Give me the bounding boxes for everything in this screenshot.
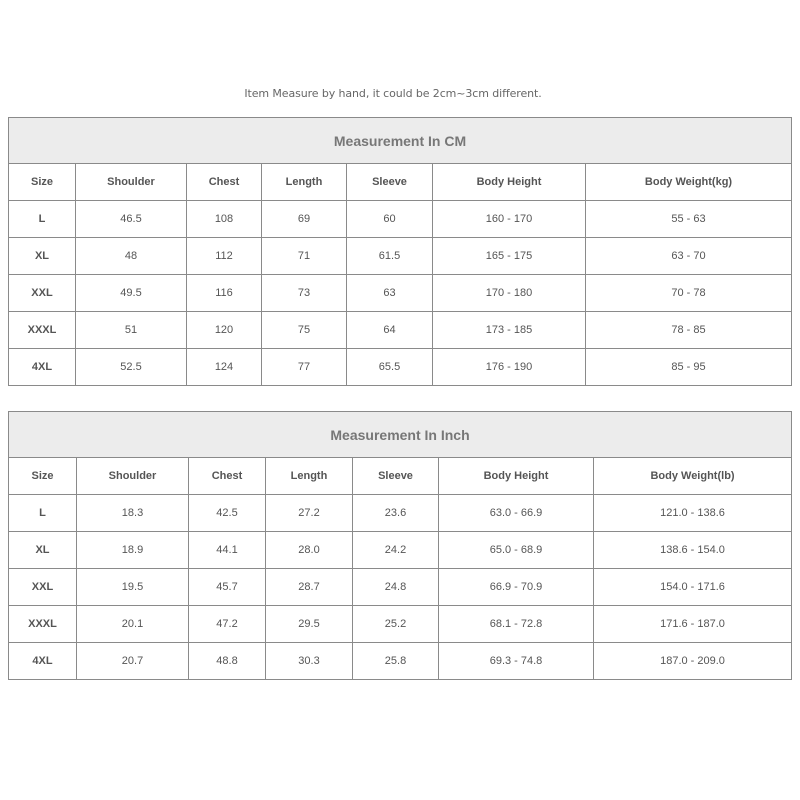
size-cell: XXL xyxy=(9,275,76,312)
table-cell: 66.9 - 70.9 xyxy=(439,569,594,606)
table-cell: 19.5 xyxy=(77,569,189,606)
table-row xyxy=(9,606,792,643)
table-cell: 48.8 xyxy=(189,643,266,680)
table-row xyxy=(9,495,792,532)
table-cell: 60 xyxy=(347,201,433,238)
size-cell: XXXL xyxy=(9,606,77,643)
column-header: Length xyxy=(262,164,347,201)
size-table-cm xyxy=(8,117,792,386)
header-row xyxy=(9,458,792,495)
table-cell: 65.0 - 68.9 xyxy=(439,532,594,569)
size-cell: XXL xyxy=(9,569,77,606)
column-header: Body Height xyxy=(439,458,594,495)
table-row xyxy=(9,532,792,569)
column-header: Shoulder xyxy=(77,458,189,495)
table-cell: 24.2 xyxy=(353,532,439,569)
table-cell: 20.1 xyxy=(77,606,189,643)
table-cell: 69.3 - 74.8 xyxy=(439,643,594,680)
measurement-note: Item Measure by hand, it could be 2cm~3cm different. xyxy=(244,87,542,100)
table-cell: 160 - 170 xyxy=(433,201,586,238)
size-cell: XL xyxy=(9,238,76,275)
table-title: Measurement In Inch xyxy=(9,412,792,458)
column-header: Chest xyxy=(187,164,262,201)
table-cell: 42.5 xyxy=(189,495,266,532)
table-cell: 25.2 xyxy=(353,606,439,643)
table-row xyxy=(9,201,792,238)
size-cell: XL xyxy=(9,532,77,569)
table-cell: 64 xyxy=(347,312,433,349)
table-cell: 52.5 xyxy=(76,349,187,386)
table-cell: 138.6 - 154.0 xyxy=(594,532,792,569)
table-cell: 70 - 78 xyxy=(586,275,792,312)
table-cell: 170 - 180 xyxy=(433,275,586,312)
table-cell: 68.1 - 72.8 xyxy=(439,606,594,643)
table-cell: 48 xyxy=(76,238,187,275)
column-header: Sleeve xyxy=(347,164,433,201)
table-cell: 71 xyxy=(262,238,347,275)
table-cell: 61.5 xyxy=(347,238,433,275)
table-row xyxy=(9,275,792,312)
size-cell: L xyxy=(9,495,77,532)
header-row xyxy=(9,164,792,201)
table-row xyxy=(9,643,792,680)
table-cell: 45.7 xyxy=(189,569,266,606)
column-header: Body Height xyxy=(433,164,586,201)
table-cell: 176 - 190 xyxy=(433,349,586,386)
table-cell: 27.2 xyxy=(266,495,353,532)
table-cell: 30.3 xyxy=(266,643,353,680)
table-cell: 63 xyxy=(347,275,433,312)
table-cell: 73 xyxy=(262,275,347,312)
table-cell: 187.0 - 209.0 xyxy=(594,643,792,680)
table-cell: 28.0 xyxy=(266,532,353,569)
column-header: Length xyxy=(266,458,353,495)
table-cell: 63.0 - 66.9 xyxy=(439,495,594,532)
column-header: Sleeve xyxy=(353,458,439,495)
table-cell: 23.6 xyxy=(353,495,439,532)
column-header: Body Weight(lb) xyxy=(594,458,792,495)
size-cell: L xyxy=(9,201,76,238)
table-cell: 121.0 - 138.6 xyxy=(594,495,792,532)
size-cell: XXXL xyxy=(9,312,76,349)
table-cell: 165 - 175 xyxy=(433,238,586,275)
table-row xyxy=(9,569,792,606)
table-cell: 154.0 - 171.6 xyxy=(594,569,792,606)
table-cell: 18.3 xyxy=(77,495,189,532)
size-cell: 4XL xyxy=(9,643,77,680)
column-header: Shoulder xyxy=(76,164,187,201)
size-cell: 4XL xyxy=(9,349,76,386)
table-cell: 29.5 xyxy=(266,606,353,643)
table-cell: 78 - 85 xyxy=(586,312,792,349)
column-header: Size xyxy=(9,458,77,495)
column-header: Body Weight(kg) xyxy=(586,164,792,201)
table-row xyxy=(9,312,792,349)
table-cell: 46.5 xyxy=(76,201,187,238)
table-cell: 49.5 xyxy=(76,275,187,312)
table-cell: 55 - 63 xyxy=(586,201,792,238)
table-cell: 25.8 xyxy=(353,643,439,680)
table-cell: 112 xyxy=(187,238,262,275)
table-cell: 116 xyxy=(187,275,262,312)
table-row xyxy=(9,349,792,386)
table-cell: 69 xyxy=(262,201,347,238)
table-cell: 47.2 xyxy=(189,606,266,643)
table-row xyxy=(9,238,792,275)
table-cell: 171.6 - 187.0 xyxy=(594,606,792,643)
column-header: Chest xyxy=(189,458,266,495)
table-cell: 20.7 xyxy=(77,643,189,680)
table-cell: 28.7 xyxy=(266,569,353,606)
table-cell: 63 - 70 xyxy=(586,238,792,275)
table-cell: 51 xyxy=(76,312,187,349)
table-cell: 77 xyxy=(262,349,347,386)
table-cell: 120 xyxy=(187,312,262,349)
table-title: Measurement In CM xyxy=(9,118,792,164)
table-cell: 18.9 xyxy=(77,532,189,569)
column-header: Size xyxy=(9,164,76,201)
table-cell: 24.8 xyxy=(353,569,439,606)
table-cell: 75 xyxy=(262,312,347,349)
table-cell: 85 - 95 xyxy=(586,349,792,386)
size-table-inch xyxy=(8,411,792,680)
table-cell: 173 - 185 xyxy=(433,312,586,349)
table-cell: 44.1 xyxy=(189,532,266,569)
table-cell: 108 xyxy=(187,201,262,238)
table-cell: 65.5 xyxy=(347,349,433,386)
table-cell: 124 xyxy=(187,349,262,386)
